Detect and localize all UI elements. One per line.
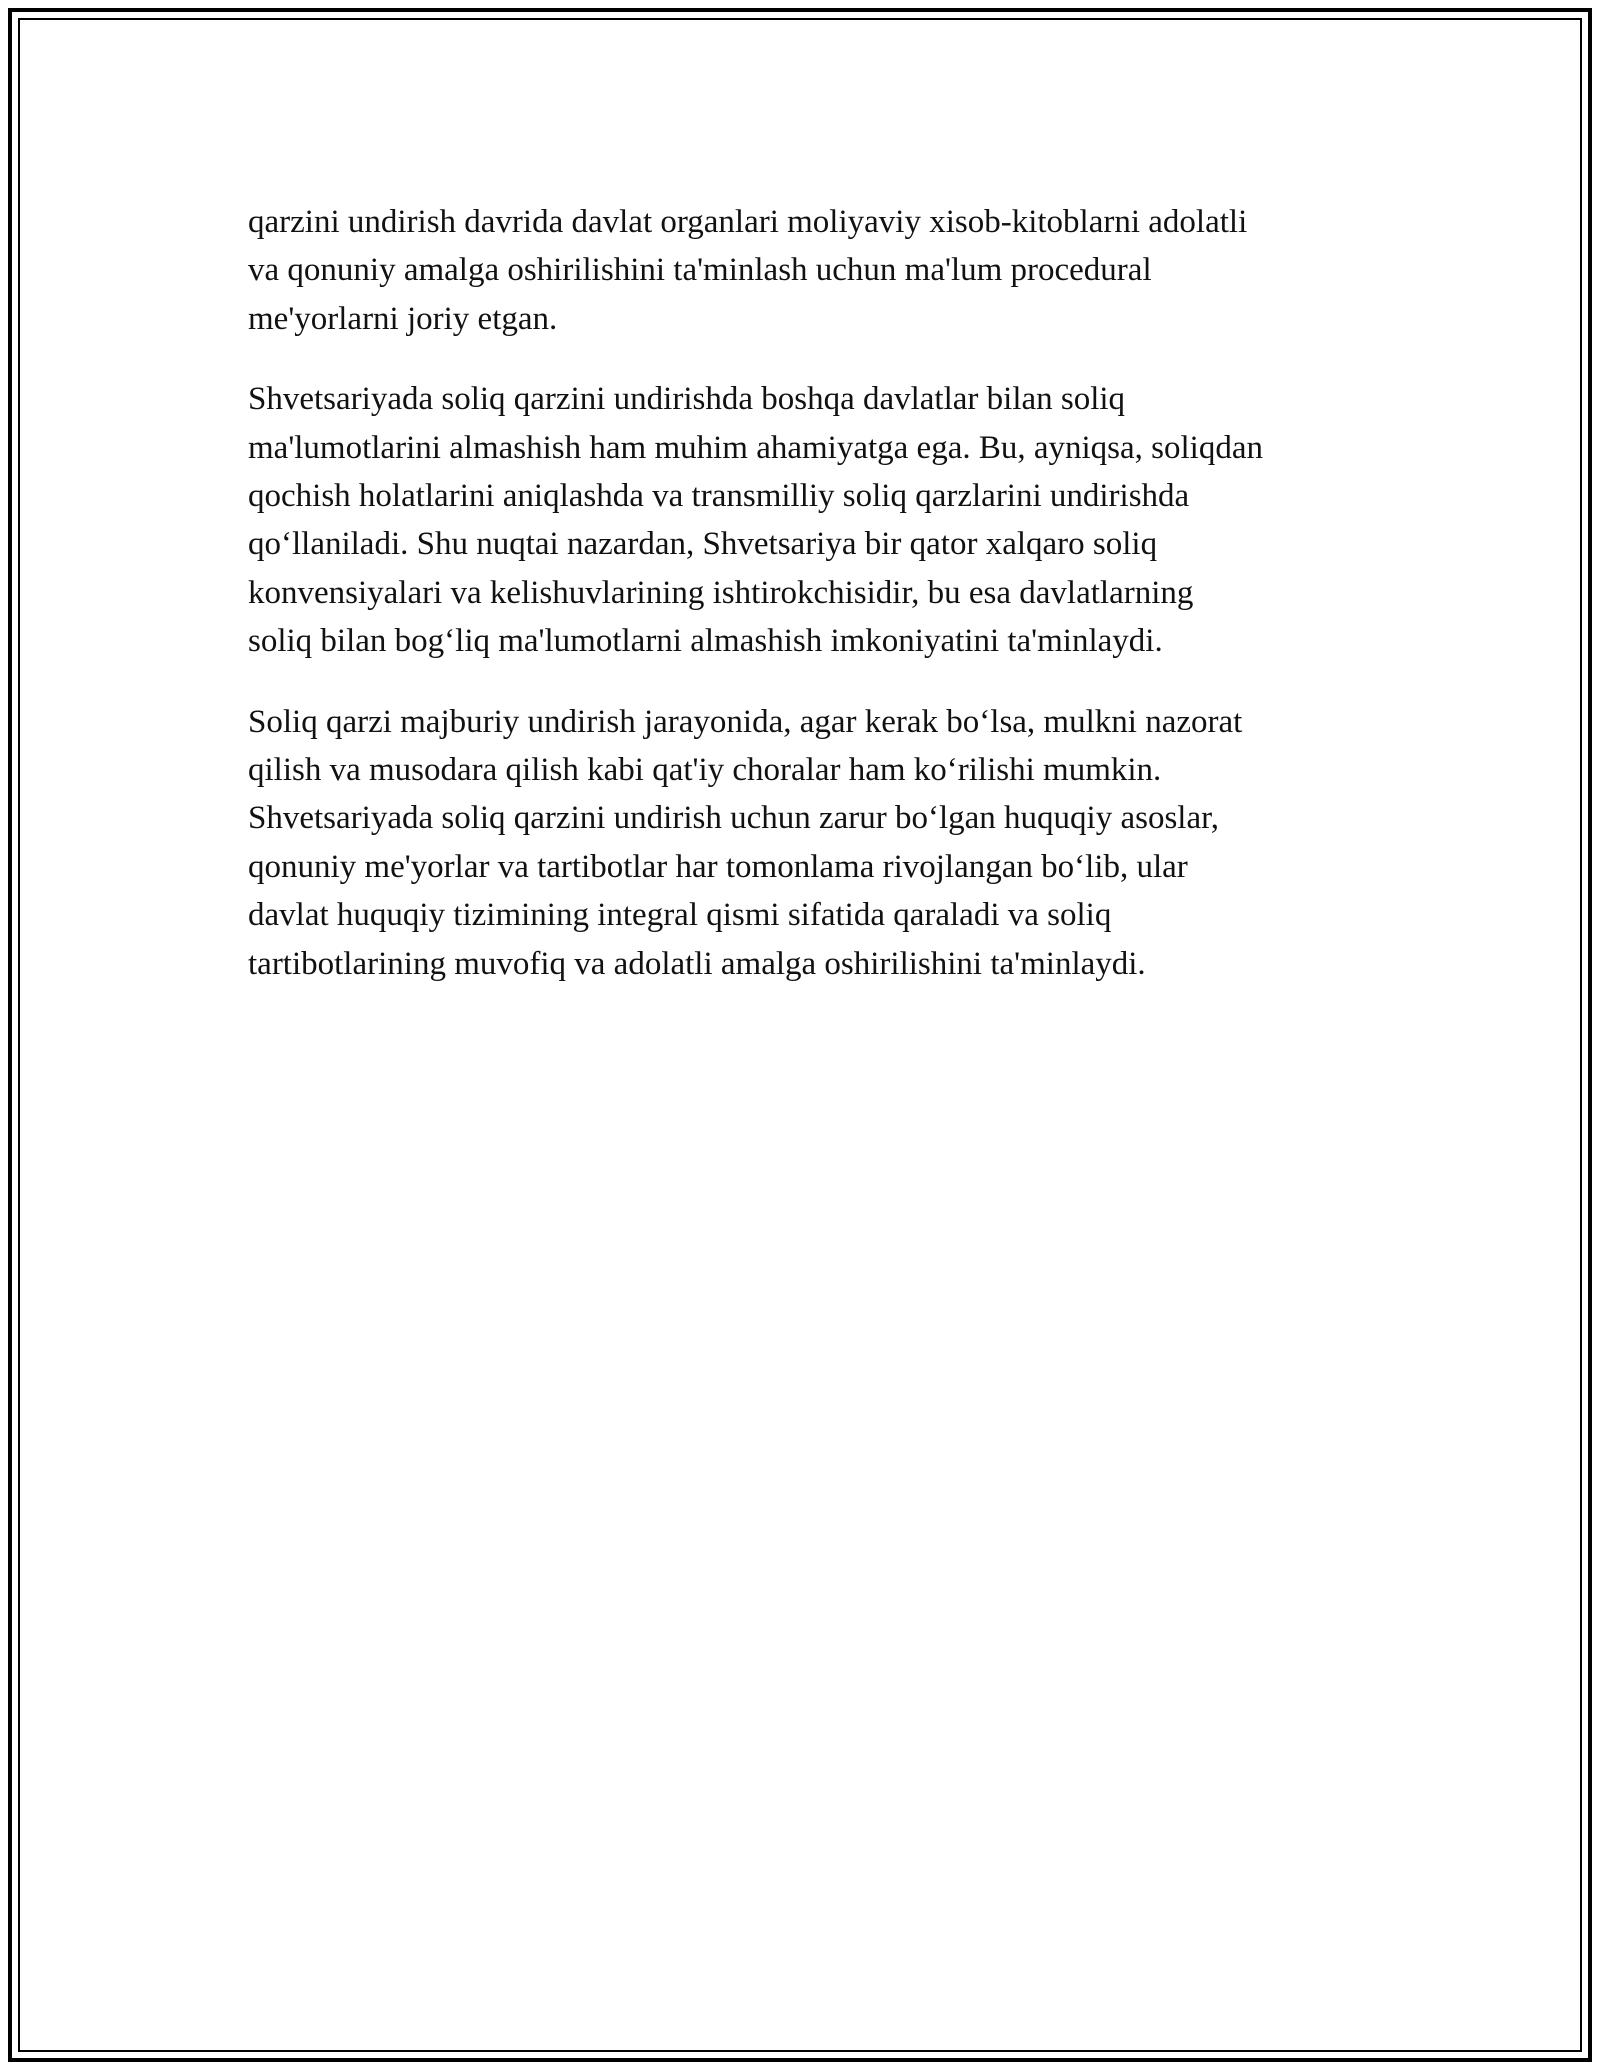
text-line: va qonuniy amalga oshirilishini ta'minlash uchun ma'lum procedural xyxy=(248,252,1152,289)
text-line: qarzini undirish davrida davlat organlari moliyaviy xisob-kitoblarni adolatli xyxy=(248,204,1248,240)
text-line: Shvetsariyada soliq qarzini undirish uchun zarur bo‘lgan huquqiy asoslar, xyxy=(248,800,1220,837)
text-line: qo‘llaniladi. Shu nuqtai nazardan, Shvetsariya bir qator xalqaro soliq xyxy=(248,526,1158,563)
document-body xyxy=(248,198,1408,1020)
paragraph-1 xyxy=(248,198,1408,343)
page-frame xyxy=(8,8,1592,2062)
text-line: davlat huquqiy tizimining integral qismi sifatida qaraladi va soliq xyxy=(248,897,1112,934)
text-line: me'yorlarni joriy etgan. xyxy=(248,300,558,337)
text-line: qilish va musodara qilish kabi qat'iy choralar ham ko‘rilishi mumkin. xyxy=(248,752,1162,789)
text-line: qochish holatlarini aniqlashda va transmilliy soliq qarzlarini undirishda xyxy=(248,478,1190,515)
text-line: tartibotlarining muvofiq va adolatli amalga oshirilishini ta'minlaydi. xyxy=(248,945,1146,982)
text-line: qonuniy me'yorlar va tartibotlar har tomonlama rivojlangan bo‘lib, ular xyxy=(248,848,1188,885)
text-line: ma'lumotlarini almashish ham muhim ahamiyatga ega. Bu, ayniqsa, soliqdan xyxy=(248,429,1263,466)
paragraph-3 xyxy=(248,698,1408,988)
text-line: konvensiyalari va kelishuvlarining ishtirokchisidir, bu esa davlatlarning xyxy=(248,574,1194,611)
text-line: Soliq qarzi majburiy undirish jarayonida, agar kerak bo‘lsa, mulkni nazorat xyxy=(248,703,1243,740)
text-line: Shvetsariyada soliq qarzini undirishda boshqa davlatlar bilan soliq xyxy=(248,381,1126,418)
text-line: soliq bilan bog‘liq ma'lumotlarni almashish imkoniyatini ta'minlaydi. xyxy=(248,623,1163,660)
paragraph-2 xyxy=(248,375,1408,665)
